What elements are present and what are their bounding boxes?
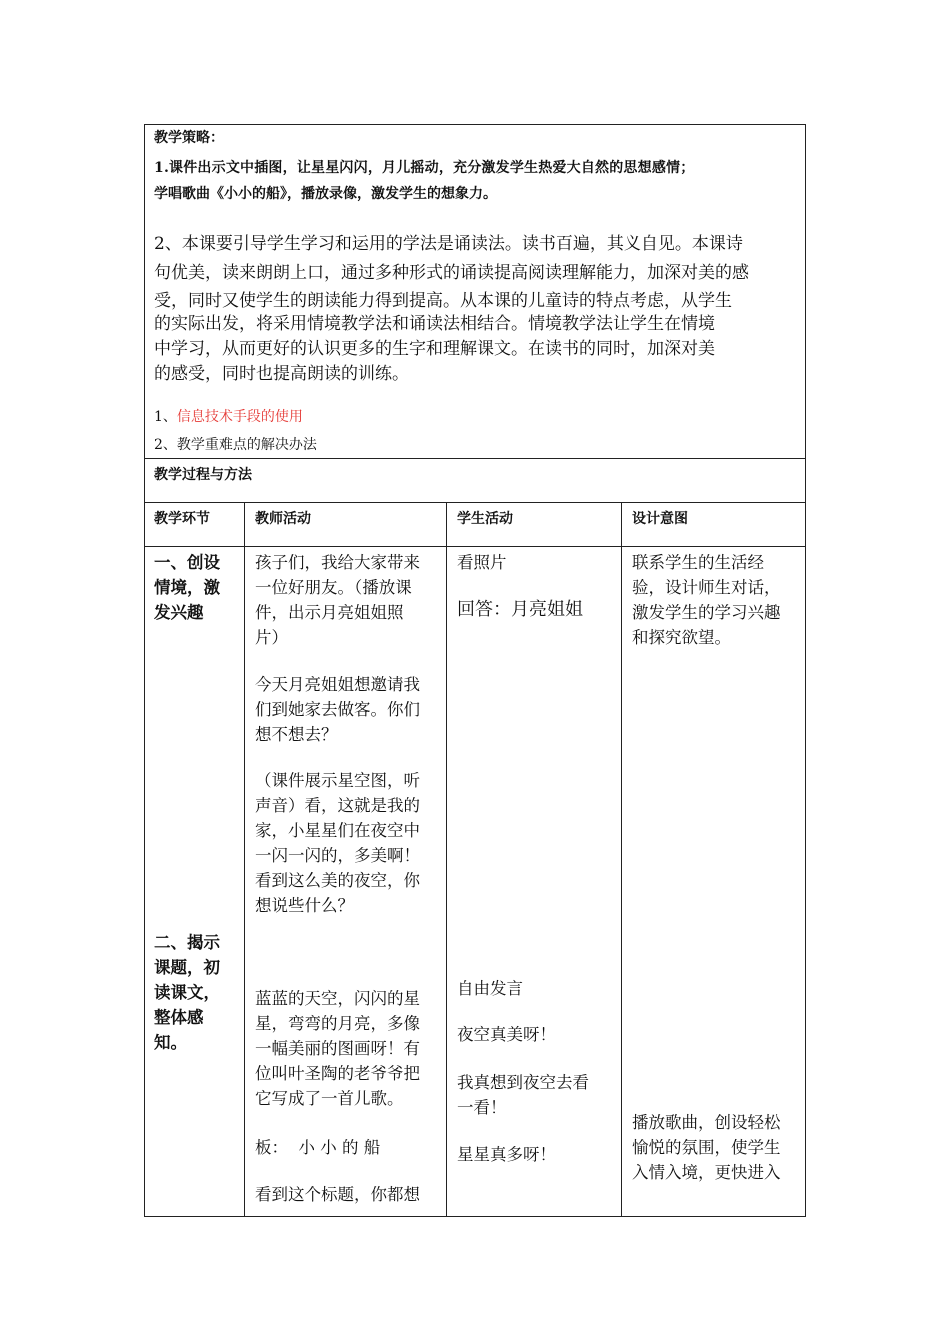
strategy-item1-prefix: 1、 (154, 409, 177, 425)
teacher-block-4: 蓝蓝的天空，闪闪的星 星，弯弯的月亮，多像 一幅美丽的图画呀！有 位叫叶圣陶的老爷爷把 它写成了一首儿歌。 (255, 989, 420, 1108)
strategy-point1-line2: 学唱歌曲《小小的船》，播放录像，激发学生的想象力。 (154, 186, 497, 202)
intent-block-1: 联系学生的生活经 验，设计师生对话， 激发学生的学习兴趣 和探究欲望。 (632, 553, 781, 647)
student-block-6: 星星真多呀！ (457, 1145, 556, 1164)
strategy-point2-line5: 中学习，从而更好的认识更多的生字和理解课文。在读书的同时，加深对美 (154, 339, 715, 359)
student-block-1: 看照片 (457, 553, 507, 572)
teacher-block-3: （课件展示星空图，听 声音）看，这就是我的 家，小星星们在夜空中 一闪一闪的，多美啊！ 看到这么美的夜空，你 想说些什么？ (255, 771, 420, 915)
header-teacher: 教师活动 (255, 511, 311, 527)
teacher-block-2: 今天月亮姐姐想邀请我 们到她家去做客。你们 想不想去？ (255, 675, 420, 744)
intent-block-2: 播放歌曲，创设轻松 愉悦的氛围，使学生 入情入境，更快进入 (632, 1113, 781, 1182)
student-block-4: 夜空真美呀！ (457, 1025, 556, 1044)
student-block-5: 我真想到夜空去看 一看！ (457, 1073, 589, 1117)
stage-2: 二、揭示 课题，初 读课文， 整体感 知。 (154, 933, 220, 1052)
stage-1: 一、创设 情境，激 发兴趣 (154, 553, 220, 622)
process-heading: 教学过程与方法 (154, 467, 252, 483)
column-divider-3 (621, 502, 622, 1217)
student-block-3: 自由发言 (457, 979, 523, 998)
strategy-item1-text: 信息技术手段的使用 (176, 409, 303, 425)
strategy-item2: 2、教学重难点的解决办法 (154, 437, 317, 453)
strategy-heading: 教学策略： (154, 130, 224, 146)
column-divider-1 (244, 502, 245, 1217)
strategy-point1-line1: 1.课件出示文中插图，让星星闪闪，月儿摇动，充分激发学生热爱大自然的思想感情； (154, 160, 695, 176)
divider-strategy-process (144, 458, 806, 459)
strategy-point2-line4: 的实际出发，将采用情境教学法和诵读法相结合。情境教学法让学生在情境 (154, 314, 715, 334)
student-block-2: 回答：月亮姐姐 (457, 599, 583, 620)
header-intent: 设计意图 (632, 511, 688, 527)
teacher-block-board: 板： 小 小 的 船 (255, 1138, 381, 1157)
teacher-block-1: 孩子们，我给大家带来 一位好朋友。（播放课 件，出示月亮姐姐照 片） (255, 553, 420, 647)
strategy-item1 (154, 407, 303, 427)
strategy-point2-line1: 2、本课要引导学生学习和运用的学法是诵读法。读书百遍，其义自见。本课诗 (154, 234, 743, 254)
strategy-point2-line3: 受，同时又使学生的朗读能力得到提高。从本课的儿童诗的特点考虑，从学生 (154, 291, 732, 311)
header-student: 学生活动 (457, 511, 513, 527)
teacher-block-6: 看到这个标题，你都想 (255, 1185, 420, 1204)
strategy-point2-line6: 的感受，同时也提高朗读的训练。 (154, 364, 409, 384)
strategy-point2-line2: 句优美，读来朗朗上口，通过多种形式的诵读提高阅读理解能力，加深对美的感 (154, 263, 749, 283)
header-stage: 教学环节 (154, 511, 210, 527)
column-divider-2 (446, 502, 447, 1217)
